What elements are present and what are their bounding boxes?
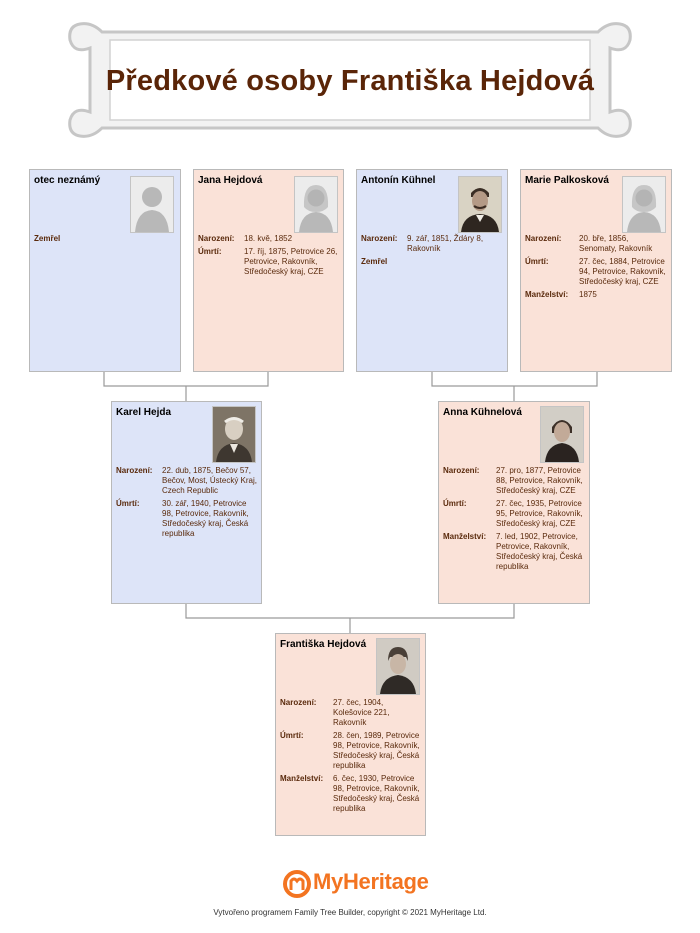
fact-row [280, 774, 422, 814]
copyright-text: Vytvořeno programem Family Tree Builder, copyright © 2021 MyHeritage Ltd. [213, 908, 487, 917]
fact-value: 9. zář, 1851, Ždáry 8, Rakovník [407, 234, 484, 253]
fact-value: 17. říj, 1875, Petrovice 26, Petrovice, Rakovník, Středočeský kraj, CZE [244, 247, 338, 276]
fact-value: 20. bře, 1856, Senomaty, Rakovník [579, 234, 653, 253]
fact-value: 27. čec, 1884, Petrovice 94, Petrovice, Rakovník, Středočeský kraj, CZE [579, 257, 666, 286]
fact-row [280, 731, 422, 771]
fact-value: 27. čec, 1935, Petrovice 95, Petrovice, Rakovník, Středočeský kraj, CZE [496, 499, 583, 528]
male-silhouette-icon [130, 176, 174, 233]
fact-label: Narození: [525, 234, 562, 243]
fact-label: Úmrtí: [198, 247, 222, 256]
fact-row [361, 234, 504, 254]
person-name: otec neznámý [34, 175, 101, 186]
fact-label: Úmrtí: [280, 731, 304, 740]
myheritage-logo-icon [283, 870, 311, 898]
portrait-photo [540, 406, 584, 463]
portrait-photo [212, 406, 256, 463]
fact-row [198, 234, 340, 244]
portrait-photo [376, 638, 420, 695]
fact-row [280, 698, 422, 728]
female-silhouette-icon [294, 176, 338, 233]
person-name: Antonín Kühnel [361, 175, 436, 186]
fact-label: Manželství: [525, 290, 569, 299]
fact-row [443, 499, 586, 529]
fact-row [525, 234, 668, 254]
person-name: Anna Kühnelová [443, 407, 522, 418]
fact-value: 7. led, 1902, Petrovice, Petrovice, Rakovník, Středočeský kraj, Česká republika [496, 532, 583, 571]
fact-value: 27. pro, 1877, Petrovice 88, Petrovice, Rakovník, Středočeský kraj, CZE [496, 466, 583, 495]
fact-value: 6. čec, 1930, Petrovice 98, Petrovice, Rakovník, Středočeský kraj, Česká republika [333, 774, 420, 813]
logo-text: MyHeritage [313, 869, 429, 894]
fact-row [443, 466, 586, 496]
fact-value: 22. dub, 1875, Bečov 57, Bečov, Most, Ústecký Kraj, Czech Republic [162, 466, 257, 495]
fact-value: 27. čec, 1904, Kolešovice 221, Rakovník [333, 698, 390, 727]
fact-label: Zemřel [34, 234, 61, 243]
page-title: Předkové osoby Františka Hejdová [105, 65, 595, 97]
fact-label: Narození: [116, 466, 153, 475]
fact-value: 18. kvě, 1852 [244, 234, 293, 243]
person-name: Jana Hejdová [198, 175, 263, 186]
person-name: Marie Palkosková [525, 175, 609, 186]
fact-row [525, 290, 668, 300]
fact-value: 1875 [579, 290, 597, 299]
fact-row [198, 247, 340, 277]
fact-label: Narození: [443, 466, 480, 475]
fact-label: Úmrtí: [116, 499, 140, 508]
person-name: Karel Hejda [116, 407, 172, 418]
fact-row [525, 257, 668, 287]
person-name: Františka Hejdová [280, 639, 367, 650]
fact-row [116, 466, 258, 496]
fact-label: Narození: [361, 234, 398, 243]
fact-label: Zemřel [361, 257, 388, 266]
fact-label: Manželství: [280, 774, 324, 783]
fact-label: Úmrtí: [443, 499, 467, 508]
fact-row [116, 499, 258, 539]
fact-value: 28. čen, 1989, Petrovice 98, Petrovice, Rakovník, Středočeský kraj, Česká republika [333, 731, 420, 770]
fact-label: Manželství: [443, 532, 487, 541]
fact-row [443, 532, 586, 572]
fact-row [34, 234, 177, 244]
fact-row [361, 257, 504, 267]
fact-label: Narození: [198, 234, 235, 243]
fact-label: Úmrtí: [525, 257, 549, 266]
female-silhouette-icon [622, 176, 666, 233]
fact-value: 30. zář, 1940, Petrovice 98, Petrovice, Rakovník, Středočeský kraj, Česká republika [162, 499, 249, 538]
portrait-photo [458, 176, 502, 233]
fact-label: Narození: [280, 698, 317, 707]
